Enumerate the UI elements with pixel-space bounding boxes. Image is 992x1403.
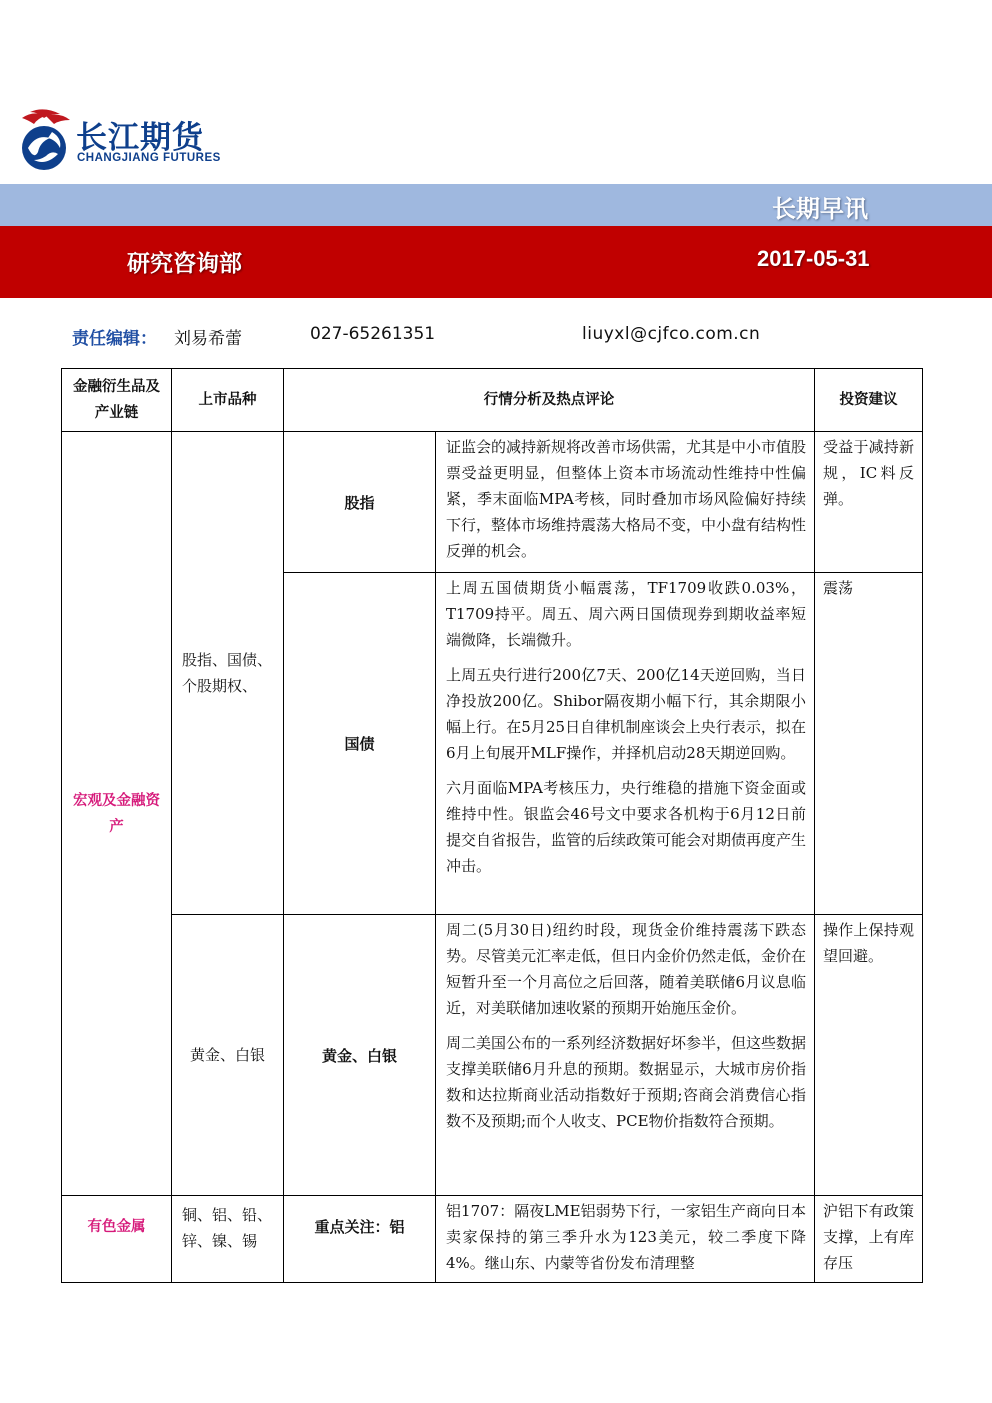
header-analysis: 行情分析及热点评论 — [284, 369, 815, 432]
table-row — [62, 915, 923, 1196]
analysis-cell — [436, 573, 815, 915]
logo-chinese-text: 长江期货 — [76, 120, 204, 156]
category-cell — [62, 432, 172, 1196]
focus-cell: 黄金、白银 — [284, 915, 436, 1196]
products-cell — [172, 432, 284, 915]
category-nonferrous: 有色金属 — [87, 1218, 146, 1235]
publication-band — [0, 184, 992, 226]
analysis-cell — [436, 432, 815, 573]
market-analysis-table — [61, 368, 923, 1283]
analysis-cell — [436, 915, 815, 1196]
analysis-cell — [436, 1196, 815, 1283]
header-advice: 投资建议 — [815, 369, 923, 432]
focus-cell: 重点关注：铝 — [284, 1196, 436, 1283]
department-name: 研究咨询部 — [127, 251, 242, 277]
logo-english-text: CHANGJIANG FUTURES — [77, 152, 221, 164]
report-date: 2017-05-31 — [757, 246, 870, 271]
editor-info — [72, 324, 761, 350]
analysis-paragraph: 上周五央行进行200亿7天、200亿14天逆回购，当日净投放200亿。Shibor隔夜期小幅下行，其余期限小幅上行。在5月25日自律机制座谈会上央行表示，拟在6月上旬展开MLF操作，并择机启动28天期逆回购。 — [446, 666, 806, 762]
category-macro: 宏观及金融资产 — [73, 791, 160, 835]
category-cell — [62, 1196, 172, 1283]
analysis-paragraph: 上周五国债期货小幅震荡，TF1709收跌0.03%，T1709持平。周五、周六两日国债现券到期收益率短端微降，长端微升。 — [446, 579, 806, 649]
company-logo — [16, 108, 256, 172]
products-cell: 铜、铝、铅、锌、镍、锡 — [172, 1196, 284, 1283]
analysis-paragraph: 铝1707：隔夜LME铝弱势下行，一家铝生产商向日本卖家保持的第三季升水为123美元，较二季度下降4%。继山东、内蒙等省份发布清理整 — [446, 1202, 806, 1272]
changjiang-emblem-icon — [16, 108, 74, 172]
table-row — [62, 1196, 923, 1283]
advice-cell: 震荡 — [815, 573, 923, 915]
editor-label: 责任编辑： — [72, 329, 157, 349]
table-row — [62, 432, 923, 573]
focus-cell: 股指 — [284, 432, 436, 573]
analysis-paragraph: 六月面临MPA考核压力，央行维稳的措施下资金面或维持中性。银监会46号文中要求各机构于6月12日前提交自省报告，监管的后续政策可能会对期债再度产生冲击。 — [446, 779, 807, 875]
department-band — [0, 226, 992, 298]
products-cell: 黄金、白银 — [172, 915, 284, 1196]
header-category: 金融衍生品及产业链 — [62, 369, 172, 432]
analysis-paragraph: 证监会的减持新规将改善市场供需，尤其是中小市值股票受益更明显，但整体上资本市场流动性维持中性偏紧，季末面临MPA考核，同时叠加市场风险偏好持续下行，整体市场维持震荡大格局不变，中小盘有结构性反弹的机会。 — [446, 438, 807, 560]
editor-phone: 027-65261351 — [310, 324, 436, 344]
analysis-paragraph: 周二美国公布的一系列经济数据好坏参半，但这些数据支撑美联储6月升息的预期。数据显示，大城市房价指数和达拉斯商业活动指数好于预期;咨商会消费信心指数不及预期;而个人收支、PCE物价指数符合预期。 — [446, 1034, 807, 1130]
header-products: 上市品种 — [172, 369, 284, 432]
table-header-row — [62, 369, 923, 432]
editor-email[interactable]: liuyxl@cjfco.com.cn — [582, 324, 761, 344]
analysis-paragraph: 周二(5月30日)纽约时段，现货金价维持震荡下跌态势。尽管美元汇率走低，但日内金价仍然走低，金价在短暂升至一个月高位之后回落，随着美联储6月议息临近，对美联储加速收紧的预期开始施压金价。 — [446, 921, 807, 1017]
editor-name: 刘易希蕾 — [174, 329, 242, 349]
products-label: 股指、国债、个股期权、 — [182, 651, 273, 695]
publication-title: 长期早讯 — [772, 195, 868, 223]
advice-cell: 操作上保持观望回避。 — [815, 915, 923, 1196]
focus-cell: 国债 — [284, 573, 436, 915]
advice-cell: 沪铝下有政策支撑，上有库存压 — [815, 1196, 923, 1283]
advice-cell: 受益于减持新规，IC料反弹。 — [815, 432, 923, 573]
